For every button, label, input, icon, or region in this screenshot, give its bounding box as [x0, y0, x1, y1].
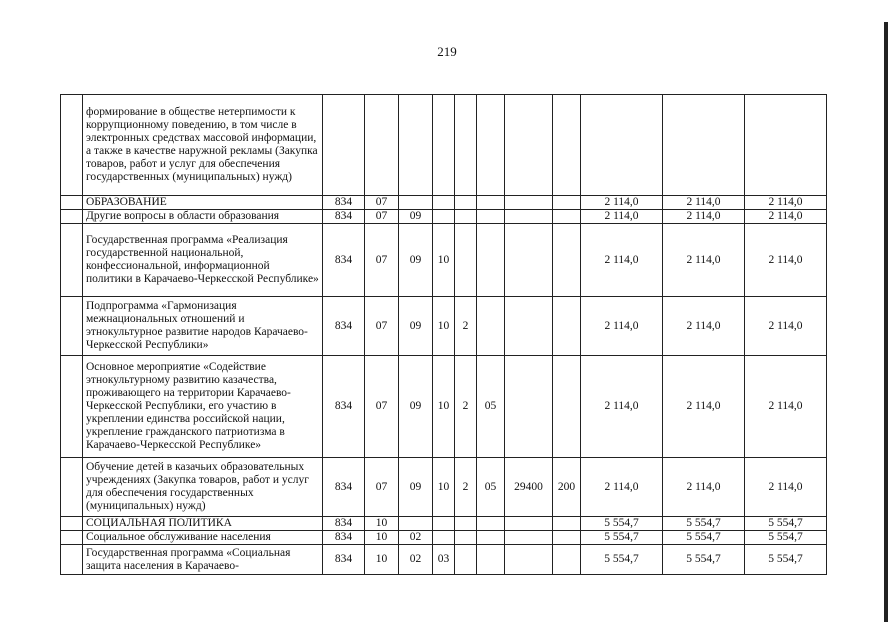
- row-name-cell: Подпрограмма «Гармонизация межнациональных отношений и этнокультурное развитие народов Карачаево-Черкесской Республики»: [83, 297, 323, 356]
- row-name-cell: формирование в обществе нетерпимости к коррупционному поведению, в том числе в электронных средствах массовой информации, а также в качестве наружной рекламы (Закупка товаров, работ и услуг для обеспечения государственных (муниципальных) нужд): [83, 95, 323, 196]
- subprogram-code-cell: [455, 224, 477, 297]
- program-code-cell: [433, 517, 455, 531]
- subprogram-code-cell: [455, 196, 477, 210]
- subsection-code-cell: 09: [399, 297, 433, 356]
- expense-type-cell: [553, 210, 581, 224]
- section-code-cell: 07: [365, 356, 399, 458]
- row-name-cell: Основное мероприятие «Содействие этнокультурному развитию казачества, проживающего на территории Карачаево-Черкесской Республики, его участию в укреплении единства российской нации, укрепление гражданского патриотизма в Карачаево-Черкесской Республике»: [83, 356, 323, 458]
- activity-code-cell: [477, 224, 505, 297]
- amount-3-cell: 2 114,0: [745, 224, 827, 297]
- activity-code-cell: [477, 297, 505, 356]
- subprogram-code-cell: 2: [455, 297, 477, 356]
- table-row: [61, 545, 827, 575]
- row-name-cell: Государственная программа «Социальная защита населения в Карачаево-: [83, 545, 323, 575]
- row-margin-cell: [61, 210, 83, 224]
- subprogram-code-cell: [455, 545, 477, 575]
- amount-1-cell: 2 114,0: [581, 196, 663, 210]
- subsection-code-cell: 09: [399, 210, 433, 224]
- expense-type-cell: [553, 545, 581, 575]
- amount-2-cell: [663, 95, 745, 196]
- amount-1-cell: 2 114,0: [581, 210, 663, 224]
- row-name-cell: Обучение детей в казачьих образовательных учреждениях (Закупка товаров, работ и услуг для обеспечения государственных (муниципальных) нужд): [83, 458, 323, 517]
- scan-edge-line: [884, 22, 888, 622]
- amount-3-cell: 5 554,7: [745, 531, 827, 545]
- subsection-code-cell: 09: [399, 356, 433, 458]
- table-row: [61, 224, 827, 297]
- section-code-cell: 07: [365, 458, 399, 517]
- grbs-code-cell: [323, 95, 365, 196]
- amount-3-cell: 2 114,0: [745, 196, 827, 210]
- amount-2-cell: 5 554,7: [663, 517, 745, 531]
- amount-2-cell: 5 554,7: [663, 545, 745, 575]
- amount-2-cell: 2 114,0: [663, 196, 745, 210]
- amount-2-cell: 2 114,0: [663, 356, 745, 458]
- amount-2-cell: 2 114,0: [663, 297, 745, 356]
- program-code-cell: 10: [433, 356, 455, 458]
- grbs-code-cell: 834: [323, 356, 365, 458]
- activity-code-cell: [477, 196, 505, 210]
- section-code-cell: 07: [365, 224, 399, 297]
- table-row: [61, 356, 827, 458]
- amount-3-cell: 2 114,0: [745, 210, 827, 224]
- row-name-cell: ОБРАЗОВАНИЕ: [83, 196, 323, 210]
- direction-code-cell: [505, 531, 553, 545]
- amount-3-cell: 5 554,7: [745, 545, 827, 575]
- expense-type-cell: [553, 517, 581, 531]
- direction-code-cell: [505, 545, 553, 575]
- row-name-cell: Другие вопросы в области образования: [83, 210, 323, 224]
- program-code-cell: 10: [433, 224, 455, 297]
- section-code-cell: 10: [365, 545, 399, 575]
- subprogram-code-cell: 2: [455, 458, 477, 517]
- grbs-code-cell: 834: [323, 545, 365, 575]
- amount-2-cell: 2 114,0: [663, 458, 745, 517]
- subsection-code-cell: 09: [399, 224, 433, 297]
- section-code-cell: 10: [365, 531, 399, 545]
- expense-type-cell: [553, 95, 581, 196]
- activity-code-cell: [477, 545, 505, 575]
- program-code-cell: 10: [433, 297, 455, 356]
- activity-code-cell: 05: [477, 356, 505, 458]
- table-row: [61, 531, 827, 545]
- expense-type-cell: [553, 297, 581, 356]
- budget-table: [60, 94, 827, 575]
- amount-1-cell: 5 554,7: [581, 531, 663, 545]
- subprogram-code-cell: [455, 210, 477, 224]
- activity-code-cell: [477, 95, 505, 196]
- subsection-code-cell: 02: [399, 545, 433, 575]
- row-margin-cell: [61, 196, 83, 210]
- row-name-cell: Социальное обслуживание населения: [83, 531, 323, 545]
- program-code-cell: [433, 210, 455, 224]
- amount-3-cell: [745, 95, 827, 196]
- row-margin-cell: [61, 545, 83, 575]
- expense-type-cell: [553, 196, 581, 210]
- expense-type-cell: [553, 356, 581, 458]
- direction-code-cell: [505, 224, 553, 297]
- subprogram-code-cell: 2: [455, 356, 477, 458]
- amount-3-cell: 2 114,0: [745, 356, 827, 458]
- row-margin-cell: [61, 356, 83, 458]
- grbs-code-cell: 834: [323, 196, 365, 210]
- amount-2-cell: 5 554,7: [663, 531, 745, 545]
- direction-code-cell: [505, 517, 553, 531]
- row-name-cell: СОЦИАЛЬНАЯ ПОЛИТИКА: [83, 517, 323, 531]
- direction-code-cell: [505, 196, 553, 210]
- section-code-cell: 10: [365, 517, 399, 531]
- table-row: [61, 458, 827, 517]
- program-code-cell: [433, 531, 455, 545]
- expense-type-cell: [553, 531, 581, 545]
- grbs-code-cell: 834: [323, 224, 365, 297]
- grbs-code-cell: 834: [323, 517, 365, 531]
- direction-code-cell: [505, 95, 553, 196]
- section-code-cell: 07: [365, 196, 399, 210]
- table-row: [61, 196, 827, 210]
- program-code-cell: [433, 196, 455, 210]
- row-margin-cell: [61, 297, 83, 356]
- row-margin-cell: [61, 458, 83, 517]
- amount-1-cell: [581, 95, 663, 196]
- activity-code-cell: 05: [477, 458, 505, 517]
- amount-2-cell: 2 114,0: [663, 224, 745, 297]
- section-code-cell: 07: [365, 297, 399, 356]
- table-row: [61, 95, 827, 196]
- section-code-cell: [365, 95, 399, 196]
- amount-1-cell: 5 554,7: [581, 517, 663, 531]
- subsection-code-cell: [399, 517, 433, 531]
- amount-1-cell: 5 554,7: [581, 545, 663, 575]
- row-margin-cell: [61, 517, 83, 531]
- grbs-code-cell: 834: [323, 531, 365, 545]
- table-row: [61, 517, 827, 531]
- activity-code-cell: [477, 517, 505, 531]
- subsection-code-cell: 09: [399, 458, 433, 517]
- program-code-cell: 03: [433, 545, 455, 575]
- section-code-cell: 07: [365, 210, 399, 224]
- subsection-code-cell: 02: [399, 531, 433, 545]
- row-margin-cell: [61, 224, 83, 297]
- subsection-code-cell: [399, 95, 433, 196]
- table-row: [61, 210, 827, 224]
- direction-code-cell: [505, 297, 553, 356]
- amount-1-cell: 2 114,0: [581, 356, 663, 458]
- activity-code-cell: [477, 210, 505, 224]
- program-code-cell: 10: [433, 458, 455, 517]
- amount-1-cell: 2 114,0: [581, 297, 663, 356]
- amount-2-cell: 2 114,0: [663, 210, 745, 224]
- amount-3-cell: 2 114,0: [745, 297, 827, 356]
- program-code-cell: [433, 95, 455, 196]
- grbs-code-cell: 834: [323, 297, 365, 356]
- direction-code-cell: 29400: [505, 458, 553, 517]
- direction-code-cell: [505, 210, 553, 224]
- expense-type-cell: 200: [553, 458, 581, 517]
- row-margin-cell: [61, 95, 83, 196]
- page-number: 219: [437, 44, 457, 59]
- table-row: [61, 297, 827, 356]
- row-name-cell: Государственная программа «Реализация государственной национальной, конфессиональной, информационной политики в Карачаево-Черкесской Республике»: [83, 224, 323, 297]
- direction-code-cell: [505, 356, 553, 458]
- amount-1-cell: 2 114,0: [581, 224, 663, 297]
- subprogram-code-cell: [455, 517, 477, 531]
- grbs-code-cell: 834: [323, 210, 365, 224]
- grbs-code-cell: 834: [323, 458, 365, 517]
- row-margin-cell: [61, 531, 83, 545]
- amount-1-cell: 2 114,0: [581, 458, 663, 517]
- expense-type-cell: [553, 224, 581, 297]
- subprogram-code-cell: [455, 95, 477, 196]
- activity-code-cell: [477, 531, 505, 545]
- amount-3-cell: 2 114,0: [745, 458, 827, 517]
- subsection-code-cell: [399, 196, 433, 210]
- amount-3-cell: 5 554,7: [745, 517, 827, 531]
- subprogram-code-cell: [455, 531, 477, 545]
